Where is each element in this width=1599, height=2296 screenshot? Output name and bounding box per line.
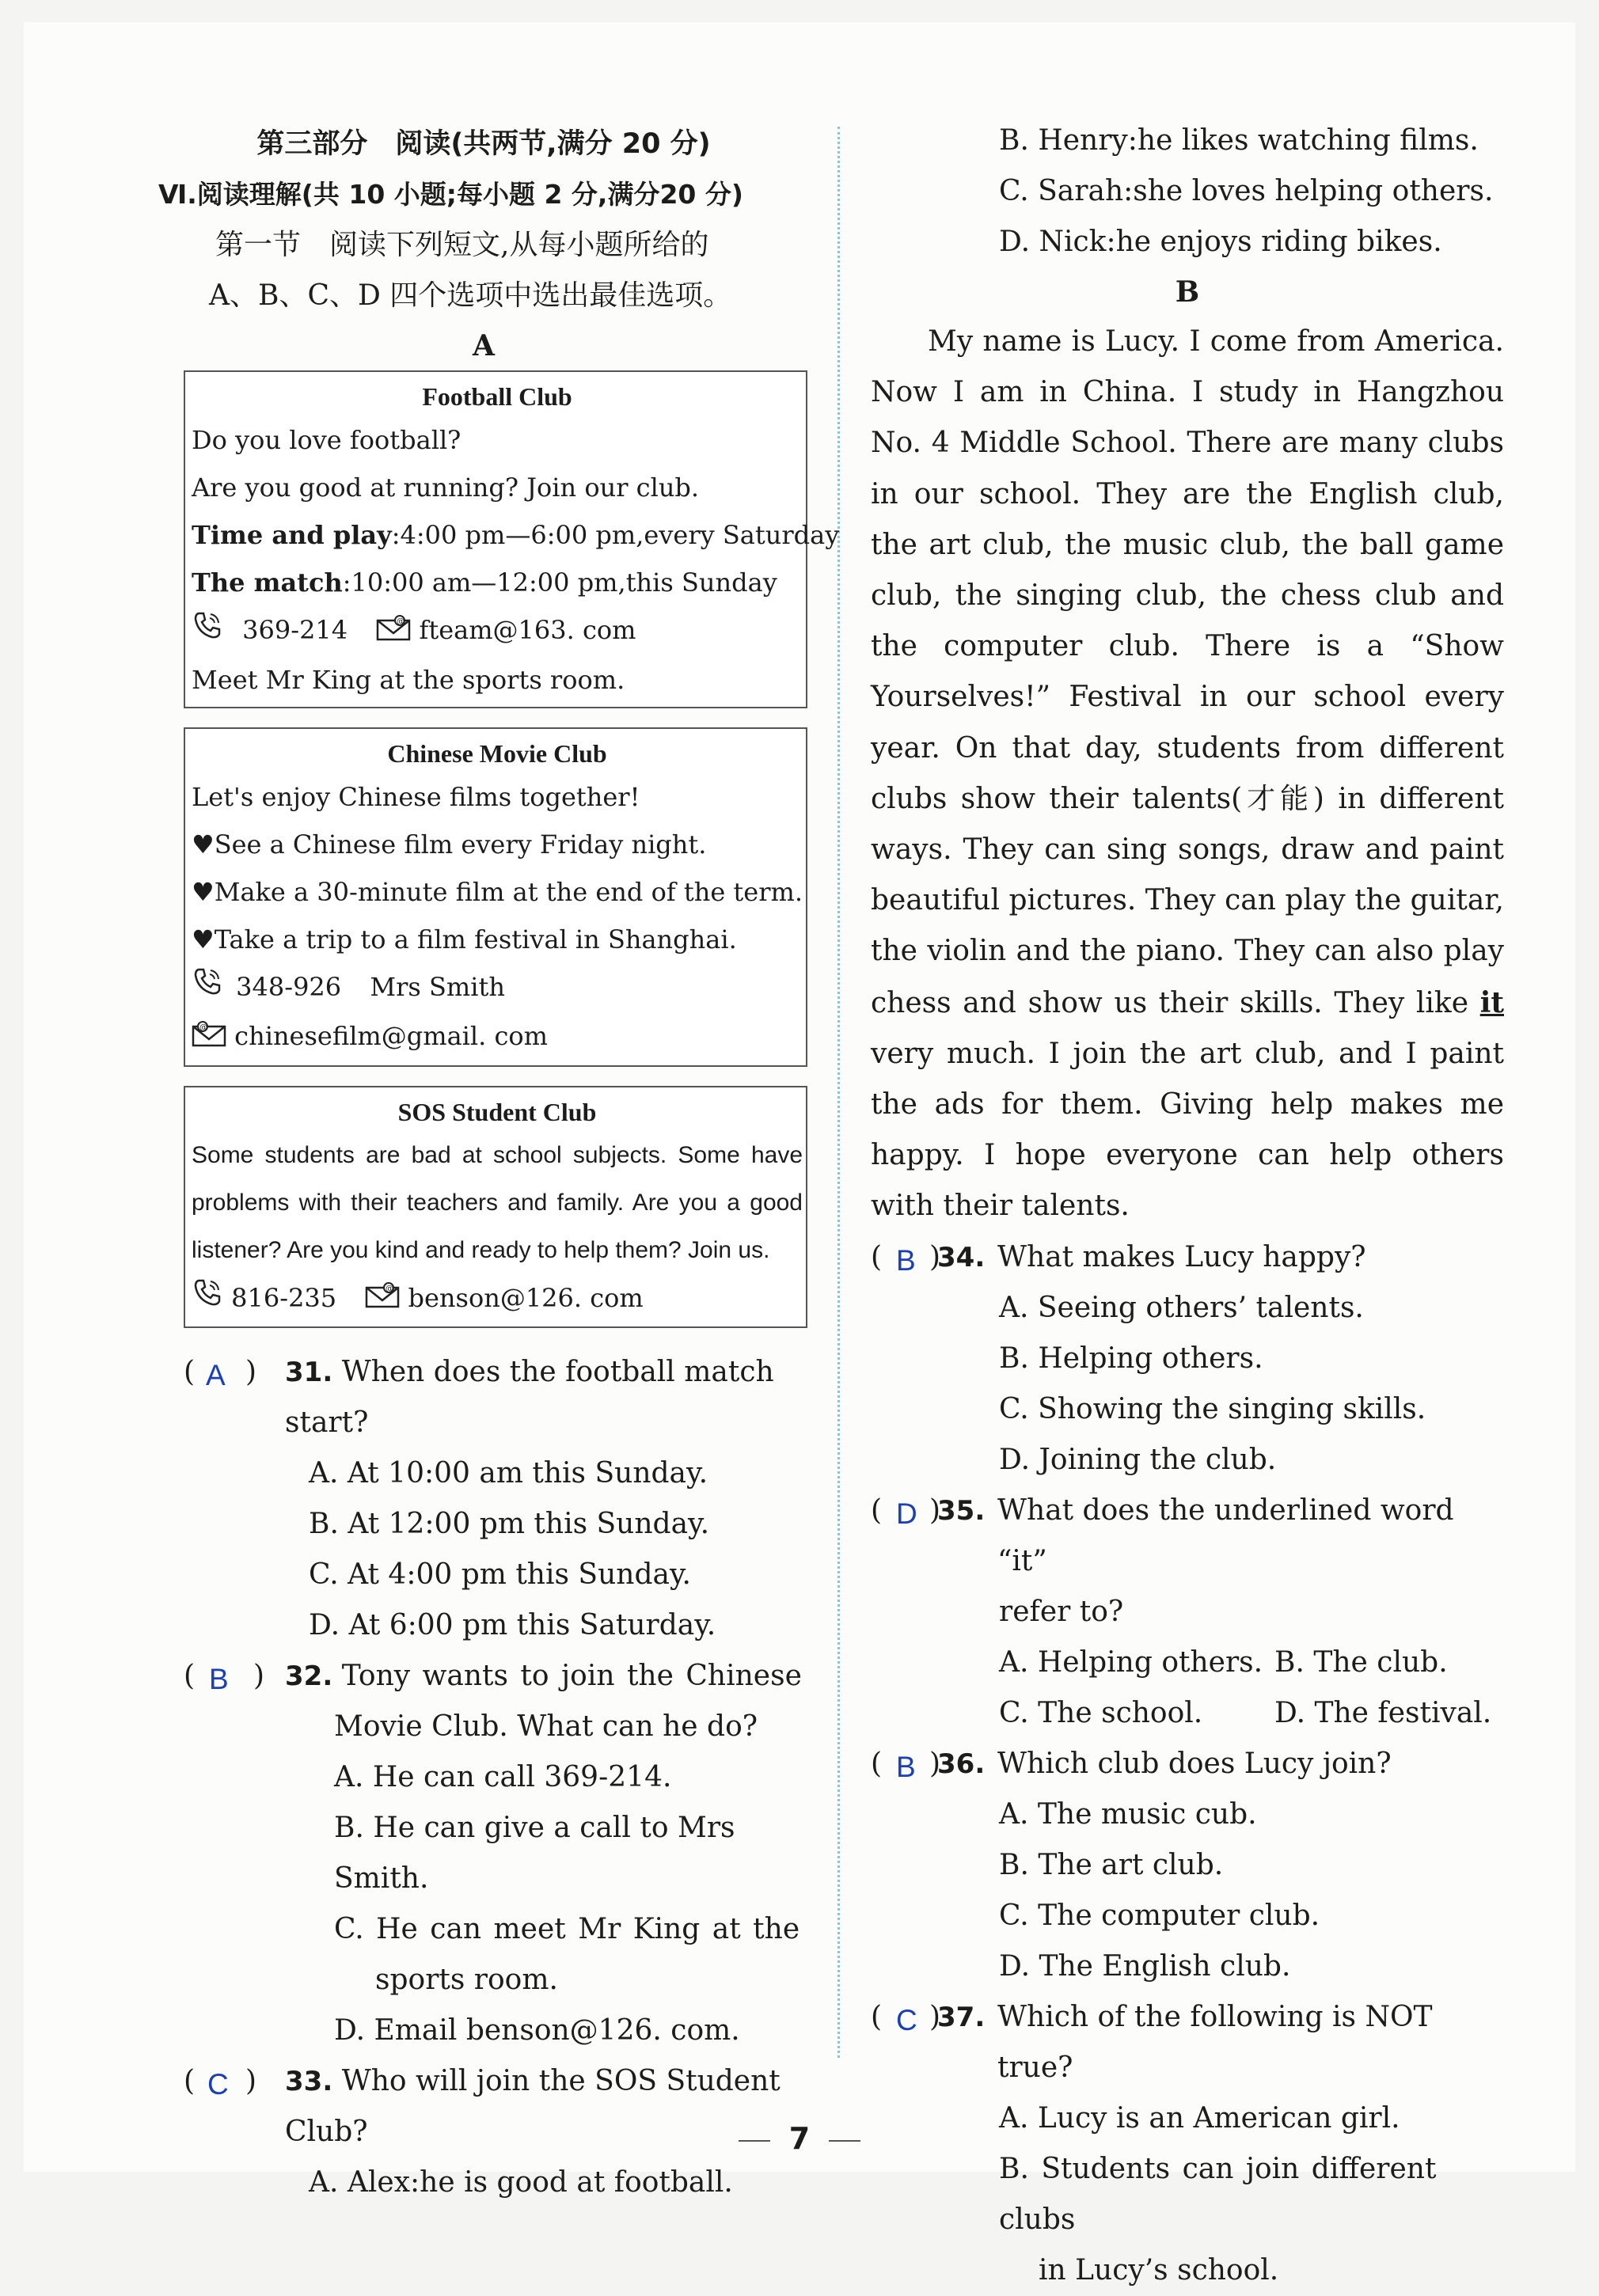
email-icon	[376, 609, 411, 656]
football-club-ad	[184, 370, 840, 708]
q36-option-c: C. The computer club.	[999, 1899, 1320, 1932]
q31-option-a: A. At 10:00 am this Sunday.	[309, 1457, 708, 1490]
q35-text-2: refer to?	[999, 1595, 1124, 1628]
passage-a-letter: A	[473, 329, 495, 362]
q32-text-2: Movie Club. What can he do?	[334, 1710, 758, 1743]
answer-32: B	[209, 1663, 229, 1695]
movie-item-2-text: Make a 30-minute film at the end of the term.	[214, 876, 803, 907]
football-time	[192, 511, 840, 559]
answer-37: C	[896, 2003, 917, 2036]
heart-icon: ♥	[192, 876, 215, 907]
question-number: 35.	[937, 1494, 986, 1527]
passage-b-text-1: My name is Lucy. I come from America. Now I am in China. I study in Hangzhou No. 4 Middle School. There are many clubs in our school. They are the English club, the art club, the music club, the ball game club, the singing club, the chess club and the computer club. There is a “Show Yourselves!” Festival in our school every year. On that day, students from different clubs show their talents(才能) in different ways. They can sing songs, draw and paint beautiful pictures. They can play the guitar, the violin and the piano. They can also play chess and show us their skills. They like	[871, 325, 1504, 1019]
sos-text: Some students are bad at school subjects. Some have problems with their teachers and family. Are you a good listener? Are you kind and ready to help them? Join us.	[192, 1141, 803, 1263]
question-number: 34.	[937, 1241, 986, 1273]
football-club-title: Football Club	[422, 382, 572, 411]
q35-options-cd	[871, 1688, 1504, 1739]
question-number: 33.	[285, 2066, 333, 2097]
q37-option-a: A. Lucy is an American girl.	[999, 2101, 1400, 2135]
movie-item-2	[192, 868, 803, 916]
movie-contact	[192, 963, 803, 1013]
movie-club-title: Chinese Movie Club	[387, 738, 607, 768]
q35-option-c: C. The school.	[999, 1696, 1203, 1729]
q35-option-a: A. Helping others.	[999, 1645, 1263, 1679]
question-text: Which club does Lucy join?	[997, 1747, 1392, 1780]
email-icon	[192, 1015, 226, 1062]
question-37: ( C ) 37. Which of the following is NOT true?	[871, 1992, 1504, 2093]
email-icon	[365, 1276, 400, 1323]
match-label: The match	[192, 567, 343, 598]
footer-dash-right	[829, 2140, 860, 2142]
q31-option-d: D. At 6:00 pm this Saturday.	[309, 1609, 716, 1641]
svg-text:@: @	[386, 1285, 394, 1293]
movie-email-line	[192, 1012, 803, 1062]
question-34: ( B ) 34. What makes Lucy happy?	[871, 1232, 1504, 1283]
q35-option-b: B. The club.	[1274, 1645, 1448, 1679]
q36-option-a: A. The music cub.	[999, 1797, 1257, 1831]
question-text-1: What does the underlined word “it”	[997, 1493, 1454, 1577]
time-value: :4:00 pm—6:00 pm,every Saturday	[391, 520, 840, 550]
movie-item-1-text: See a Chinese film every Friday night.	[214, 829, 707, 860]
q34-option-b: B. Helping others.	[999, 1342, 1263, 1375]
q33-option-b: B. Henry:he likes watching films.	[999, 124, 1479, 157]
page-number: 7	[788, 2121, 811, 2156]
question-33: ( C ) 33. Who will join the SOS Student Club?	[158, 2056, 809, 2157]
sos-club-ad	[184, 1086, 807, 1329]
question-number: 37.	[937, 2001, 986, 2033]
q34-option-c: C. Showing the singing skills.	[999, 1392, 1426, 1425]
answer-33: C	[207, 2068, 229, 2101]
q34-option-a: A. Seeing others’ talents.	[999, 1291, 1364, 1324]
instruction-line-2: A、B、C、D 四个选项中选出最佳选项。	[209, 279, 732, 312]
heart-icon: ♥	[192, 924, 215, 954]
sos-contact	[192, 1274, 803, 1324]
answer-31: A	[206, 1359, 226, 1391]
question-number: 31.	[285, 1357, 333, 1388]
football-email: fteam@163. com	[419, 615, 636, 645]
page-footer	[0, 2121, 1599, 2156]
movie-item-3-text: Take a trip to a film festival in Shanghai.	[214, 924, 737, 954]
question-number: 32.	[285, 1660, 333, 1692]
q33-option-c: C. Sarah:she loves helping others.	[999, 175, 1494, 207]
section-title: Ⅵ.阅读理解(共 10 小题;每小题 2 分,满分20 分)	[158, 179, 743, 210]
passage-b	[871, 317, 1504, 1232]
q32-option-c: C. He can meet Mr King at the	[334, 1913, 800, 1945]
time-label: Time and play	[192, 520, 392, 550]
heart-icon: ♥	[192, 829, 215, 860]
phone-icon	[192, 965, 223, 1012]
movie-contact-name: Mrs Smith	[370, 971, 505, 1002]
movie-item-1	[192, 821, 803, 868]
part-title: 第三部分 阅读(共两节,满分 20 分)	[256, 128, 711, 160]
q31-option-b: B. At 12:00 pm this Sunday.	[309, 1508, 710, 1540]
q32-option-c-cont: sports room.	[375, 1964, 558, 1996]
answer-35: D	[896, 1497, 917, 1530]
q32-option-d: D. Email benson@126. com.	[334, 2014, 740, 2047]
underlined-word: it	[1479, 985, 1504, 1019]
sos-phone: 816-235	[231, 1282, 337, 1313]
football-match	[192, 559, 803, 606]
question-32: ( B ) 32. Tony wants to join the Chinese	[158, 1651, 809, 1702]
question-text-1: Tony wants to join the Chinese	[341, 1660, 802, 1692]
sos-club-title: SOS Student Club	[397, 1097, 597, 1126]
right-column	[871, 116, 1504, 2296]
footer-dash-left	[739, 2140, 770, 2142]
q36-option-d: D. The English club.	[999, 1949, 1291, 1983]
svg-text:@: @	[199, 1023, 207, 1032]
movie-club-ad	[184, 727, 807, 1067]
question-text: Which of the following is NOT true?	[997, 2000, 1433, 2084]
question-text: Who will join the SOS Student Club?	[285, 2065, 781, 2148]
movie-item-3	[192, 916, 803, 963]
phone-icon	[192, 609, 223, 656]
movie-email: chinesefilm@gmail. com	[234, 1021, 549, 1051]
q36-option-b: B. The art club.	[999, 1848, 1224, 1881]
movie-intro: Let's enjoy Chinese films together!	[192, 781, 640, 812]
q37-option-b: B. Students can join different clubs	[999, 2152, 1437, 2236]
q33-option-d: D. Nick:he enjoys riding bikes.	[999, 226, 1442, 258]
football-phone: 369-214	[242, 615, 348, 645]
question-number: 36.	[937, 1748, 986, 1780]
answer-34: B	[896, 1243, 916, 1277]
passage-b-letter: B	[1175, 275, 1200, 309]
q31-option-c: C. At 4:00 pm this Sunday.	[309, 1558, 691, 1591]
answer-36: B	[896, 1750, 916, 1783]
question-35: ( D ) 35. What does the underlined word “it”	[871, 1486, 1504, 1587]
football-line-2: Are you good at running? Join our club.	[192, 472, 700, 503]
sos-email: benson@126. com	[408, 1282, 644, 1313]
q33-option-a: A. Alex:he is good at football.	[309, 2166, 733, 2199]
football-contact	[192, 606, 803, 656]
q34-option-d: D. Joining the club.	[999, 1443, 1277, 1476]
q32-option-a: A. He can call 369-214.	[334, 1761, 672, 1793]
football-line-1: Do you love football?	[192, 425, 461, 455]
question-text: When does the football match start?	[285, 1356, 774, 1439]
question-31: ( A ) 31. When does the football match start?	[158, 1347, 809, 1448]
question-36: ( B ) 36. Which club does Lucy join?	[871, 1739, 1504, 1789]
football-meet: Meet Mr King at the sports room.	[192, 664, 625, 695]
movie-phone: 348-926	[236, 971, 342, 1002]
question-text: What makes Lucy happy?	[997, 1240, 1366, 1273]
svg-text:@: @	[397, 617, 405, 626]
passage-b-text-2: very much. I join the art club, and I paint the ads for them. Giving help makes me happy. I hope everyone can help others with their talents.	[871, 1037, 1504, 1223]
phone-icon	[192, 1276, 223, 1323]
match-value: :10:00 am—12:00 pm,this Sunday	[342, 567, 777, 598]
q32-option-b: B. He can give a call to Mrs Smith.	[334, 1812, 735, 1895]
q35-option-d: D. The festival.	[1274, 1696, 1492, 1729]
column-divider	[837, 127, 840, 2058]
left-column	[158, 119, 840, 2208]
instruction-line-1: 第一节 阅读下列短文,从每小题所给的	[215, 229, 709, 261]
q35-options-ab	[871, 1638, 1504, 1688]
q37-option-b-cont: in Lucy’s school.	[1039, 2253, 1279, 2287]
